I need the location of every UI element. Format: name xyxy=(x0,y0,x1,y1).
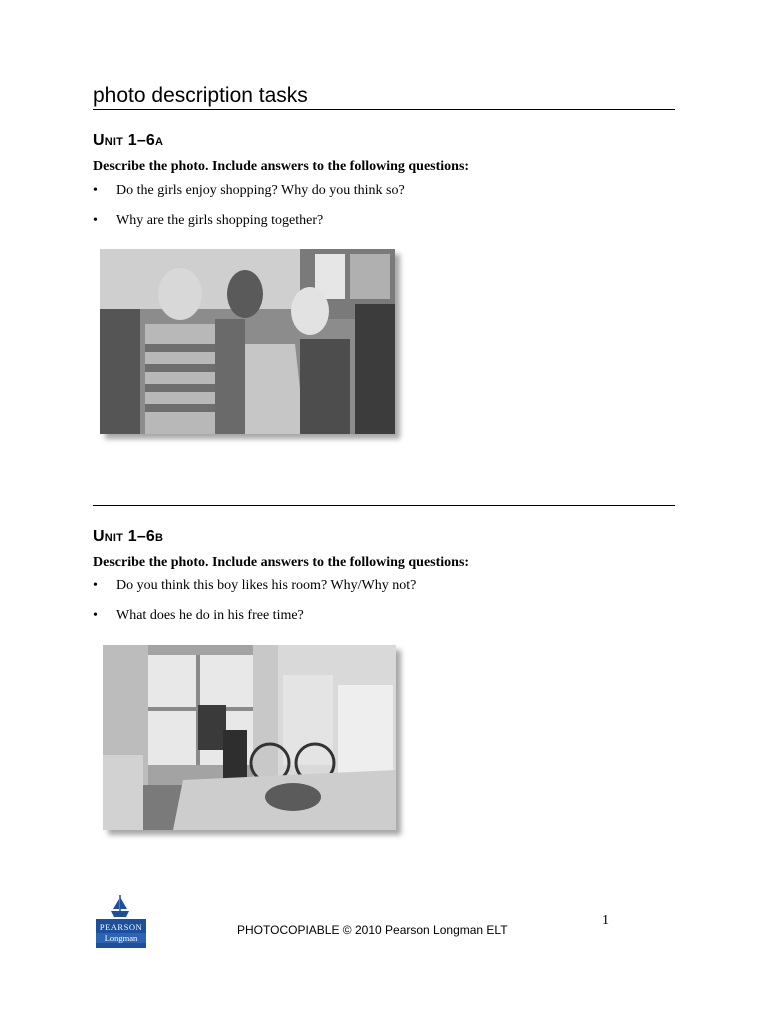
instruction-b: Describe the photo. Include answers to the following questions: xyxy=(93,555,470,570)
question-item: • Do you think this boy likes his room? Why/Why not? xyxy=(93,577,416,607)
pearson-logo xyxy=(96,893,146,949)
unit-heading-a: Unit 1–6a xyxy=(93,132,164,149)
instruction-a: Describe the photo. Include answers to the following questions: xyxy=(93,159,470,174)
page-number: 1 xyxy=(602,913,609,928)
question-item: • Why are the girls shopping together? xyxy=(93,212,405,242)
logo-line2: Longman xyxy=(96,933,146,943)
unit-heading-b: Unit 1–6b xyxy=(93,528,164,545)
question-list-b xyxy=(93,577,416,637)
photo-boy-bedroom xyxy=(103,645,396,830)
photo-girls-shopping xyxy=(100,249,395,434)
question-item: • Do the girls enjoy shopping? Why do you think so? xyxy=(93,182,405,212)
logo-line1: PEARSON xyxy=(99,922,143,932)
copyright-notice: PHOTOCOPIABLE © 2010 Pearson Longman ELT xyxy=(237,923,508,937)
logo-box xyxy=(96,919,146,948)
title-rule xyxy=(93,109,675,110)
question-item: • What does he do in his free time? xyxy=(93,607,416,637)
question-list-a xyxy=(93,182,405,242)
ship-icon xyxy=(108,893,132,919)
section-divider xyxy=(93,505,675,506)
document-title: photo description tasks xyxy=(93,84,308,107)
